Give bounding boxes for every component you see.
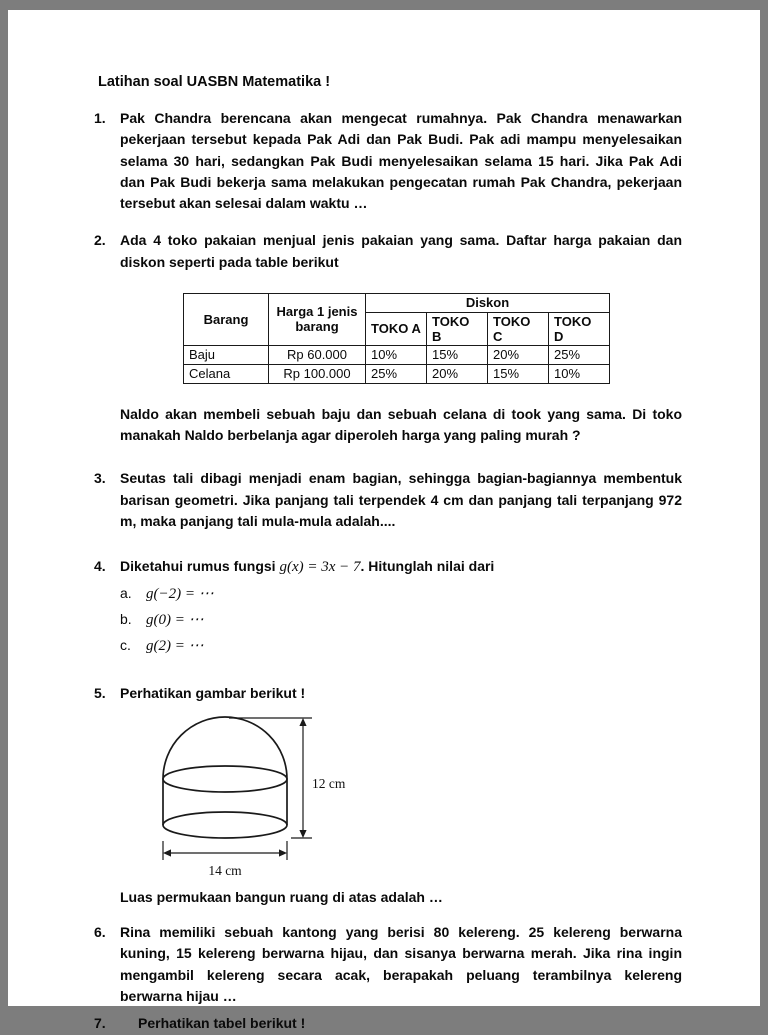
- table-header-toko-a: TOKO A: [366, 312, 427, 345]
- question-6-number: 6.: [94, 924, 106, 941]
- cell-diskon-b: 20%: [427, 364, 488, 383]
- table-header-toko-b: TOKO B: [427, 312, 488, 345]
- question-1-number: 1.: [94, 110, 106, 126]
- question-7-text: Perhatikan tabel berikut !: [138, 1015, 306, 1032]
- q4-intro-prefix: Diketahui rumus fungsi: [120, 558, 276, 575]
- question-4: [94, 556, 682, 657]
- q4-item-b: [120, 609, 682, 632]
- question-3: [94, 468, 682, 532]
- q4-item-c-letter: c.: [120, 636, 131, 653]
- question-3-text: Seutas tali dibagi menjadi enam bagian, sehingga bagian-bagiannya membentuk barisan geometri. Jika panjang tali terpendek 4 cm dan panjang tali terpanjang 972 m, maka panjang tali mula-mula adalah....: [120, 470, 682, 529]
- q4-item-a-letter: a.: [120, 584, 132, 601]
- question-6: [94, 922, 682, 1007]
- table-header-row-1: [184, 293, 610, 312]
- question-3-number: 3.: [94, 470, 106, 487]
- dome-cylinder-drawing: [133, 717, 373, 879]
- document-page: [8, 10, 760, 1032]
- table-header-toko-c: TOKO C: [488, 312, 549, 345]
- discount-table: [183, 293, 610, 384]
- table-header-harga: Harga 1 jenis barang: [269, 293, 366, 345]
- question-2-number: 2.: [94, 232, 106, 249]
- question-5: [94, 683, 682, 908]
- question-4-number: 4.: [94, 558, 106, 575]
- q4-subitems: [120, 583, 682, 657]
- question-4-text: [120, 556, 682, 657]
- cell-diskon-d: 25%: [549, 345, 610, 364]
- cell-harga: Rp 60.000: [269, 345, 366, 364]
- table-row-celana: [184, 364, 610, 383]
- q4-item-c: [120, 635, 682, 658]
- cell-diskon-d: 10%: [549, 364, 610, 383]
- question-1-text: Pak Chandra berencana akan mengecat rumahnya. Pak Chandra menawarkan pekerjaan tersebut kepada Pak Adi dan Pak Budi. Pak adi mampu menyelesaikan selama 30 hari, sedangkan Pak Budi menyelesaikan selama 15 hari. Jika Pak Adi dan Pak Budi bekerja sama melakukan pengecatan rumah Pak Chandra, pekerjaan tersebut akan selesai dalam waktu …: [120, 110, 682, 212]
- question-2-followup: Naldo akan membeli sebuah baju dan sebuah celana di took yang sama. Di toko manakah Naldo berbelanja agar diperoleh harga yang paling murah ?: [120, 405, 682, 444]
- question-5-caption: Luas permukaan bangun ruang di atas adalah …: [120, 888, 443, 905]
- figure-dome-cylinder: [133, 717, 682, 885]
- solid-shape: [163, 717, 287, 838]
- question-1: [94, 108, 682, 214]
- question-7: [94, 1013, 682, 1034]
- q4-intro-suffix: . Hitunglah nilai dari: [360, 558, 495, 575]
- cell-diskon-a: 10%: [366, 345, 427, 364]
- figure-height-label: 12 cm: [312, 775, 346, 791]
- q4-intro-math: g(x) = 3x − 7: [279, 559, 361, 576]
- cell-diskon-a: 25%: [366, 364, 427, 383]
- question-7-number: 7.: [94, 1015, 106, 1032]
- q4-item-a-expression: g(−2) = ⋯: [146, 585, 214, 602]
- width-dimension: [163, 841, 287, 878]
- table-row-baju: [184, 345, 610, 364]
- question-6-text: Rina memiliki sebuah kantong yang berisi 80 kelereng. 25 kelereng berwarna kuning, 15 kelereng berwarna hijau, dan sisanya berwarna merah. Jika rina ingin mengambil kelereng secara acak, berapakah peluang terambilnya kelereng berwarna hijau …: [120, 924, 682, 1004]
- q4-item-b-expression: g(0) = ⋯: [146, 611, 204, 628]
- discount-table-wrap: [183, 293, 682, 384]
- cell-harga: Rp 100.000: [269, 364, 366, 383]
- q4-item-c-expression: g(2) = ⋯: [146, 637, 204, 654]
- question-5-text: Perhatikan gambar berikut !: [120, 685, 306, 702]
- question-2: [94, 230, 682, 273]
- q4-item-a: [120, 583, 682, 606]
- cell-diskon-b: 15%: [427, 345, 488, 364]
- cell-barang: Celana: [184, 364, 269, 383]
- table-header-toko-d: TOKO D: [549, 312, 610, 345]
- cell-barang: Baju: [184, 345, 269, 364]
- q4-item-b-letter: b.: [120, 610, 132, 627]
- table-header-diskon: Diskon: [366, 293, 610, 312]
- table-header-barang: Barang: [184, 293, 269, 345]
- question-5-number: 5.: [94, 685, 106, 702]
- cell-diskon-c: 15%: [488, 364, 549, 383]
- figure-width-label: 14 cm: [208, 862, 242, 878]
- question-5-body: [120, 683, 682, 908]
- page-title: Latihan soal UASBN Matematika !: [98, 74, 331, 90]
- question-2-text: Ada 4 toko pakaian menjual jenis pakaian yang sama. Daftar harga pakaian dan diskon seperti pada table berikut: [120, 232, 682, 270]
- cell-diskon-c: 20%: [488, 345, 549, 364]
